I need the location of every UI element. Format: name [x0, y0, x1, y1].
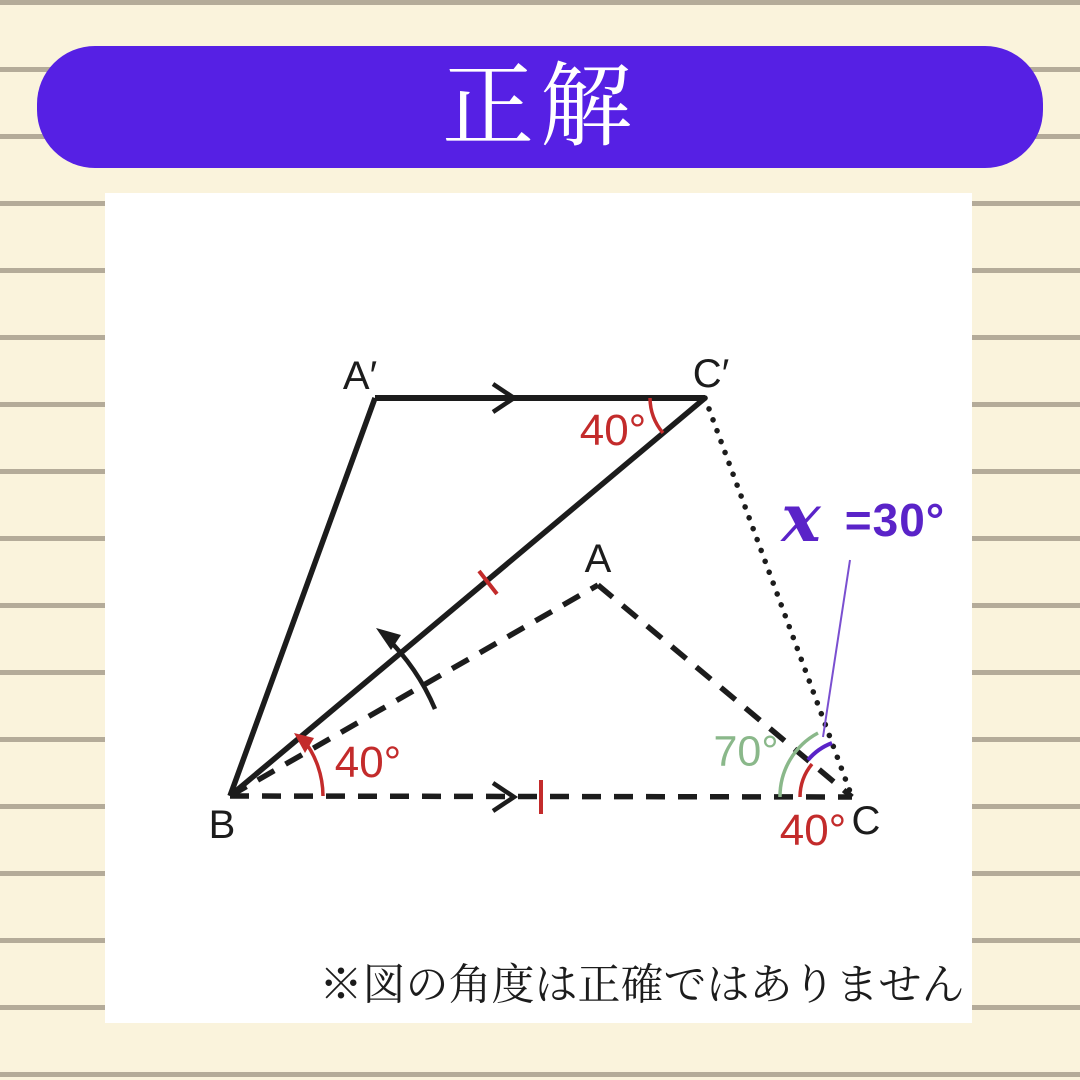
answer-value: =30° [844, 494, 946, 546]
banner-title: 正解 [441, 56, 638, 158]
angle-label-c-red: 40° [779, 806, 847, 855]
line-b-a-dashed [230, 585, 598, 796]
answer-leader-line [823, 560, 850, 737]
arc-angle-x-purple [808, 743, 832, 760]
vertex-label-a-prime: A′ [342, 354, 378, 398]
angle-label-c-prime: 40° [579, 406, 647, 455]
vertex-label-a: A [584, 537, 612, 581]
answer-variable: x [781, 479, 821, 557]
arc-angle-c-red [800, 764, 812, 797]
angle-label-c-green: 70° [713, 727, 779, 776]
vertex-label-c-prime: C′ [692, 352, 730, 396]
angle-label-b: 40° [334, 738, 402, 787]
vertex-label-c: C [851, 799, 881, 843]
arc-angle-c-prime [650, 398, 663, 433]
accuracy-note: ※図の角度は正確ではありません [319, 961, 965, 1010]
vertex-label-b: B [208, 803, 236, 847]
